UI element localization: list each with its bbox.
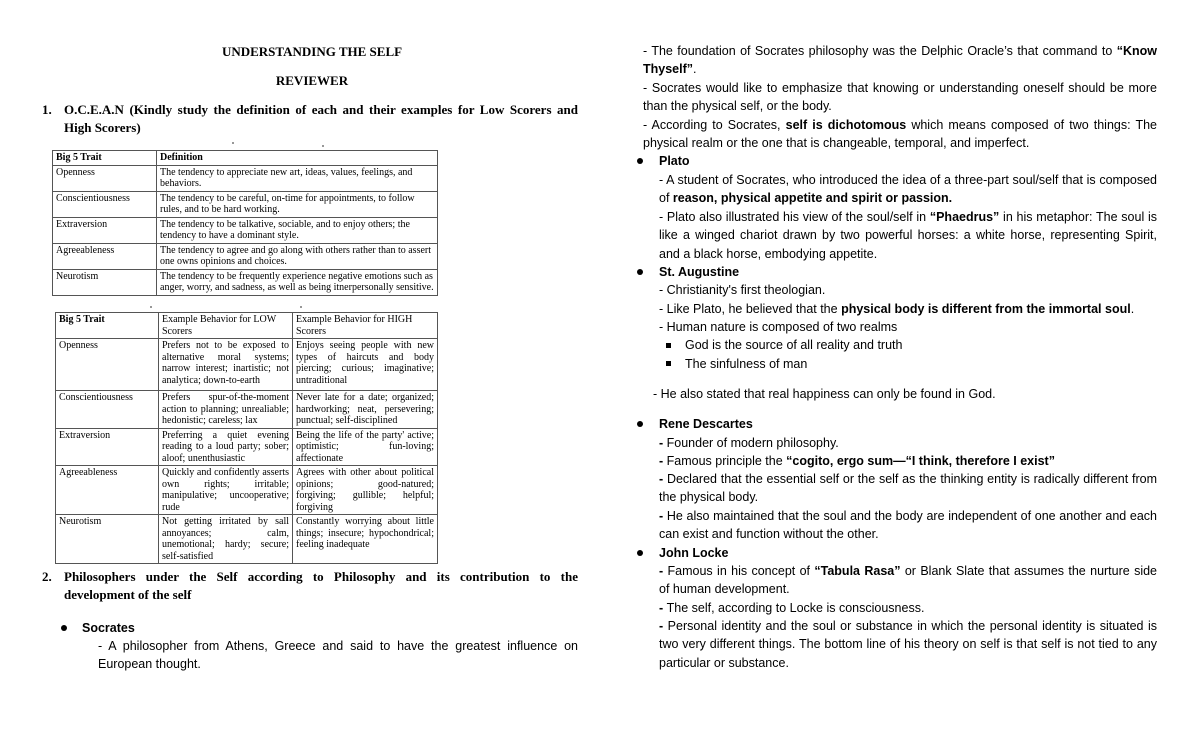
square-bullet-icon <box>666 343 671 348</box>
text-run: Famous principle the <box>666 454 787 468</box>
section-1-number: 1. <box>42 102 52 117</box>
descartes-paragraph-4 <box>659 507 1157 544</box>
trait-cell: Conscientiousness <box>56 391 159 429</box>
big5-definition-table <box>52 150 438 296</box>
descartes-paragraph-2 <box>659 452 1055 470</box>
scan-speck <box>232 142 234 144</box>
table-row <box>53 165 438 191</box>
high-scorer-cell: Enjoys seeing people with new types of haircuts and body piercing; curious; imaginative; untraditional <box>293 339 438 391</box>
philosopher-name-locke: John Locke <box>659 546 729 560</box>
definition-cell: The tendency to appreciate new art, ideas, values, feelings, and behaviors. <box>157 165 438 191</box>
text-run: Famous in his concept of <box>667 564 815 578</box>
philosopher-name-plato: Plato <box>659 154 690 168</box>
text-run: Declared that the essential self or the self as the thinking entity is radically different from the physical body. <box>659 472 1157 505</box>
philosopher-name-augustine: St. Augustine <box>659 265 740 279</box>
text-run-bold: “cogito, ergo sum—“I think, therefore I exist” <box>786 454 1055 468</box>
big5-examples-table <box>55 312 438 564</box>
text-run: . <box>1130 302 1135 316</box>
table-header-row <box>53 151 438 166</box>
trait-cell: Neurotism <box>56 515 159 564</box>
text-run: Personal identity and the soul or substance in which the personal identity is situated is two very different things. The bottom line of his theory on self is that self is not tied to any particular or substance. <box>659 619 1158 670</box>
text-run-bold: physical body is different from the immortal soul <box>841 302 1131 316</box>
scan-speck <box>300 306 302 308</box>
definition-cell: The tendency to be talkative, sociable, and to enjoy others; the tendency to have a dominant style. <box>157 217 438 243</box>
augustine-subitem-2: The sinfulness of man <box>685 357 808 371</box>
table-row <box>56 428 438 466</box>
dash-mark: - <box>659 436 667 450</box>
scan-speck <box>150 306 152 308</box>
locke-paragraph-1 <box>659 562 1157 599</box>
table-row <box>53 191 438 217</box>
table-row <box>56 515 438 564</box>
trait-cell: Extraversion <box>56 428 159 466</box>
table-header-row <box>56 313 438 339</box>
table-row <box>56 339 438 391</box>
dash-mark: - <box>659 509 667 523</box>
text-run: or Blank Slate that assumes the nurture side of human development. <box>659 564 1158 597</box>
definition-cell: The tendency to be frequently experience negative emotions such as anger, worry, and sadness, as well as being itnerpersonally sensitive. <box>157 269 438 295</box>
text-run: Founder of modern philosophy. <box>666 436 839 450</box>
dash-mark: - <box>659 564 668 578</box>
augustine-paragraph-4: - He also stated that real happiness can only be found in God. <box>653 387 996 401</box>
text-run-bold: “Tabula Rasa” <box>814 564 901 578</box>
square-bullet-icon <box>666 361 671 366</box>
text-run: - The foundation of Socrates philosophy was the Delphic Oracle’s that command to <box>643 44 1117 58</box>
bullet-icon <box>637 550 643 556</box>
trait-cell: Extraversion <box>53 217 157 243</box>
locke-paragraph-3 <box>659 617 1157 672</box>
socrates-paragraph-2 <box>643 42 1157 79</box>
high-scorer-cell: Never late for a date; organized; hardworking; neat, persevering; punctual; self-disciplined <box>293 391 438 429</box>
philosopher-name-descartes: Rene Descartes <box>659 417 753 431</box>
low-scorer-cell: Quickly and confidently asserts own rights; irritable; manipulative; uncooperative; rude <box>159 466 293 515</box>
descartes-paragraph-1 <box>659 434 839 452</box>
augustine-paragraph-1: - Christianity's first theologian. <box>659 283 826 297</box>
dash-mark: - <box>659 472 667 486</box>
text-run: in his metaphor: The soul is like a winged chariot drawn by two powerful horses: a white horse, representing Spirit, and a black horse, embodying appetite. <box>659 210 1157 261</box>
table-row <box>53 269 438 295</box>
section-2-number: 2. <box>42 569 52 584</box>
table-header-cell: Big 5 Trait <box>53 151 157 166</box>
section-2-heading-line2: development of the self <box>64 587 192 602</box>
high-scorer-cell: Constantly worrying about little things; insecure; hypochondrical; feeling inadequate <box>293 515 438 564</box>
locke-paragraph-2 <box>659 599 924 617</box>
page-title: UNDERSTANDING THE SELF <box>221 44 403 59</box>
definition-cell: The tendency to agree and go along with others rather than to assert one owns opinions and choices. <box>157 243 438 269</box>
table-row <box>53 217 438 243</box>
philosopher-name-socrates: Socrates <box>82 621 135 635</box>
page-subtitle: REVIEWER <box>275 73 349 88</box>
augustine-paragraph-2 <box>659 300 1134 318</box>
trait-cell: Openness <box>53 165 157 191</box>
socrates-paragraph-4 <box>643 116 1157 153</box>
high-scorer-cell: Being the life of the party' active; optimistic; fun-loving; affectionate <box>293 428 438 466</box>
scan-speck <box>322 145 324 147</box>
trait-cell: Agreeableness <box>56 466 159 515</box>
text-run-bold: self is dichotomous <box>785 118 907 132</box>
table-header-cell: Example Behavior for HIGH Scorers <box>293 313 438 339</box>
trait-cell: Neurotism <box>53 269 157 295</box>
section-1-heading <box>42 101 578 137</box>
text-run: He also maintained that the soul and the body are independent of one another and each can exist and function without the other. <box>659 509 1158 542</box>
bullet-icon <box>637 269 643 275</box>
text-run: . <box>693 62 697 77</box>
low-scorer-cell: Prefers not to be exposed to alternative moral systems; narrow interest; inartistic; not analytica; down-to-earth <box>159 339 293 391</box>
table-row <box>56 466 438 515</box>
augustine-subitem-1: God is the source of all reality and truth <box>685 338 903 352</box>
section-2-heading-line1: Philosophers under the Self according to Philosophy and its contribution to the <box>64 569 578 584</box>
text-run: The self, according to Locke is consciousness. <box>666 601 925 615</box>
low-scorer-cell: Prefers spur-of-the-moment action to planning; unrealiable; hedonistic; careless; lax <box>159 391 293 429</box>
table-header-cell: Big 5 Trait <box>56 313 159 339</box>
text-run: - A student of Socrates, who introduced the idea of a three-part soul/self that is composed of <box>659 173 1157 206</box>
dash-mark: - <box>659 601 667 615</box>
socrates-paragraph-1: - A philosopher from Athens, Greece and said to have the greatest influence on European thought. <box>98 639 578 672</box>
section-2-heading <box>42 568 578 604</box>
socrates-paragraph-3: - Socrates would like to emphasize that knowing or understanding oneself should be more than the physical self, or the body. <box>643 81 1157 114</box>
plato-paragraph-2 <box>659 208 1157 263</box>
text-run-bold: reason, physical appetite and spirit or passion. <box>672 191 953 206</box>
bullet-icon <box>637 158 643 164</box>
trait-cell: Conscientiousness <box>53 191 157 217</box>
augustine-paragraph-3: - Human nature is composed of two realms <box>659 320 898 334</box>
table-header-cell: Definition <box>157 151 438 166</box>
trait-cell: Agreeableness <box>53 243 157 269</box>
trait-cell: Openness <box>56 339 159 391</box>
table-row <box>56 391 438 429</box>
text-run: - Like Plato, he believed that the <box>659 302 842 316</box>
text-run: - According to Socrates, <box>643 118 786 132</box>
table-header-cell: Example Behavior for LOW Scorers <box>159 313 293 339</box>
low-scorer-cell: Not getting irritated by sall annoyances; calm, unemotional; hardy; secure; self-satisfied <box>159 515 293 564</box>
section-1-heading-line2: High Scorers) <box>64 120 141 135</box>
bullet-icon <box>61 625 67 631</box>
dash-mark: - <box>659 619 668 633</box>
high-scorer-cell: Agrees with other about political opinions; good-natured; forgiving; gullible; helpful; forgiving <box>293 466 438 515</box>
table-row <box>53 243 438 269</box>
descartes-paragraph-3 <box>659 470 1157 507</box>
text-run-bold: “Know Thyself” <box>643 44 1157 77</box>
text-run: - Plato also illustrated his view of the soul/self in <box>659 210 930 224</box>
bullet-icon <box>637 421 643 427</box>
text-run: which means composed of two things: The physical realm or the one that is changeable, temporal, and imperfect. <box>643 118 1157 151</box>
text-run-bold: “Phaedrus” <box>929 210 1000 224</box>
section-1-heading-line1: O.C.E.A.N (Kindly study the definition of each and their examples for Low Scorers and <box>64 102 578 117</box>
plato-paragraph-1 <box>659 171 1157 208</box>
dash-mark: - <box>659 454 667 468</box>
definition-cell: The tendency to be careful, on-time for appointments, to follow rules, and to be hard working. <box>157 191 438 217</box>
low-scorer-cell: Preferring a quiet evening reading to a loud party; sober; aloof; unenthusiastic <box>159 428 293 466</box>
